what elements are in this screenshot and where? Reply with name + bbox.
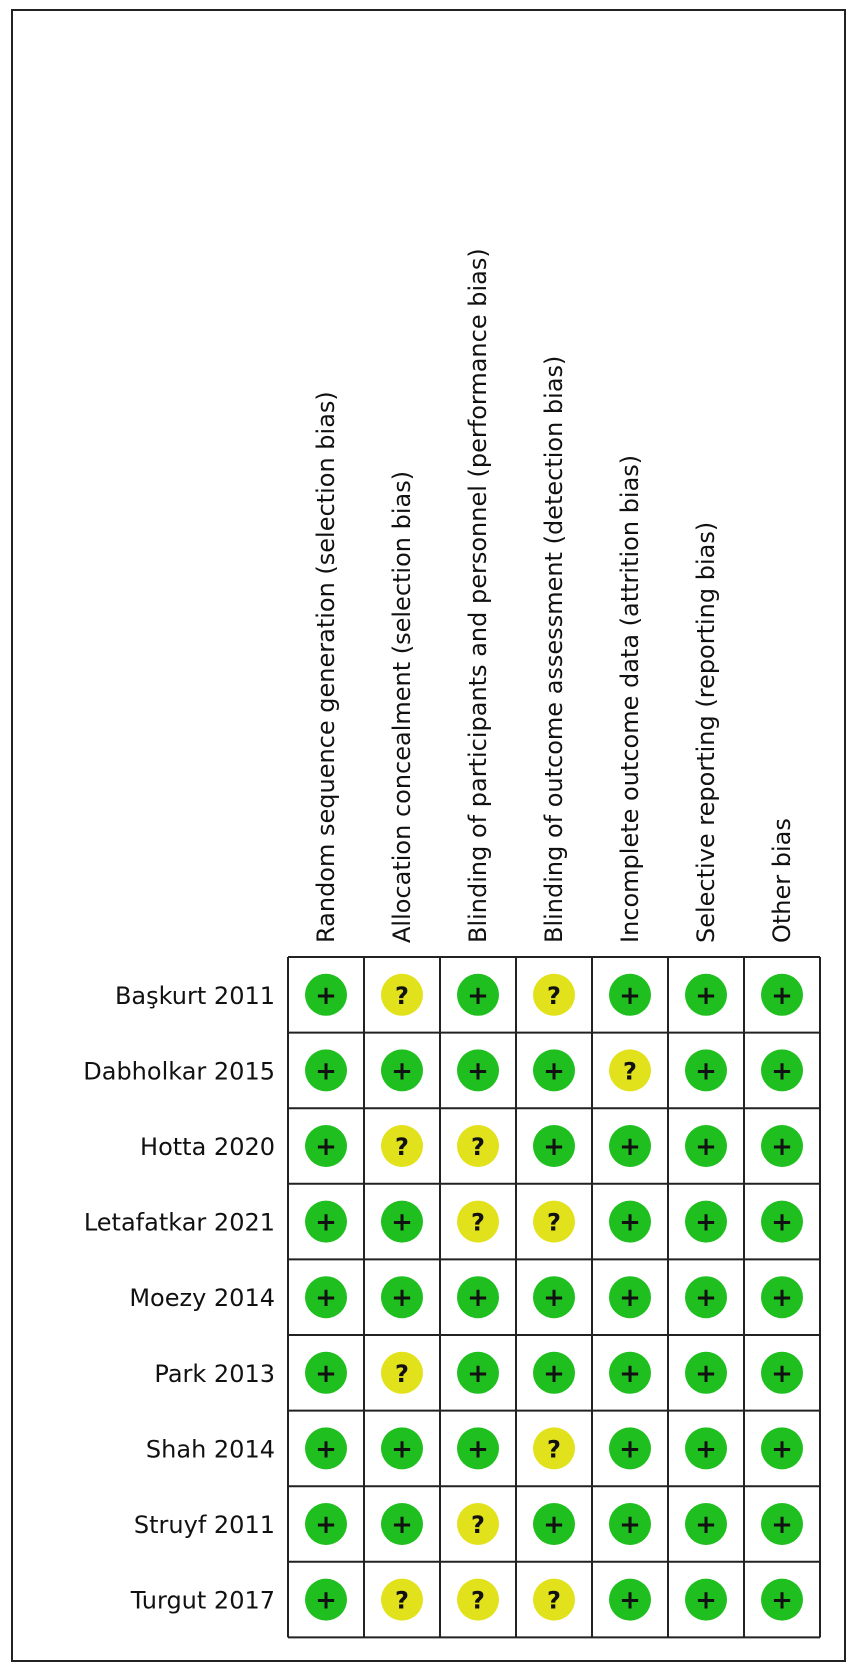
- low-risk-symbol: +: [695, 1283, 717, 1314]
- low-risk-symbol: +: [771, 1207, 793, 1238]
- low-risk-symbol: +: [771, 1510, 793, 1540]
- row-label: Hotta 2020: [140, 1133, 275, 1161]
- low-risk-symbol: +: [467, 1434, 489, 1465]
- low-risk-symbol: +: [695, 1434, 717, 1465]
- unclear-risk-symbol: ?: [395, 1359, 409, 1388]
- unclear-risk-symbol: ?: [471, 1208, 485, 1237]
- row-label: Shah 2014: [145, 1435, 275, 1464]
- row-label: Moezy 2014: [129, 1284, 275, 1313]
- low-risk-symbol: +: [315, 1207, 337, 1238]
- low-risk-symbol: +: [619, 1283, 641, 1314]
- low-risk-symbol: +: [467, 1056, 489, 1087]
- low-risk-symbol: +: [695, 980, 717, 1011]
- unclear-risk-symbol: ?: [471, 1586, 485, 1615]
- low-risk-symbol: +: [391, 1510, 413, 1540]
- low-risk-symbol: +: [543, 1283, 565, 1314]
- unclear-risk-symbol: ?: [547, 981, 561, 1010]
- low-risk-symbol: +: [315, 1056, 337, 1087]
- unclear-risk-symbol: ?: [471, 1133, 485, 1161]
- low-risk-symbol: +: [695, 1510, 717, 1540]
- row-label: Turgut 2017: [130, 1586, 275, 1615]
- low-risk-symbol: +: [315, 1283, 337, 1314]
- low-risk-symbol: +: [695, 1207, 717, 1238]
- low-risk-symbol: +: [619, 980, 641, 1011]
- low-risk-symbol: +: [695, 1585, 717, 1616]
- row-label: Dabholkar 2015: [83, 1057, 275, 1086]
- column-header: Blinding of participants and personnel (performance bias): [464, 248, 492, 943]
- row-label: Park 2013: [154, 1359, 275, 1388]
- low-risk-symbol: +: [391, 1056, 413, 1087]
- row-label: Başkurt 2011: [114, 981, 275, 1010]
- low-risk-symbol: +: [315, 980, 337, 1011]
- column-header: Blinding of outcome assessment (detection bias): [540, 355, 568, 943]
- low-risk-symbol: +: [771, 1283, 793, 1314]
- unclear-risk-symbol: ?: [547, 1208, 561, 1237]
- low-risk-symbol: +: [543, 1056, 565, 1087]
- unclear-risk-symbol: ?: [395, 981, 409, 1010]
- low-risk-symbol: +: [315, 1132, 337, 1162]
- column-header: Random sequence generation (selection bias): [312, 391, 340, 943]
- low-risk-symbol: +: [391, 1434, 413, 1465]
- column-header: Allocation concealment (selection bias): [388, 470, 416, 943]
- low-risk-symbol: +: [695, 1358, 717, 1389]
- unclear-risk-symbol: ?: [471, 1511, 485, 1539]
- low-risk-symbol: +: [619, 1358, 641, 1389]
- low-risk-symbol: +: [695, 1132, 717, 1162]
- low-risk-symbol: +: [467, 1358, 489, 1389]
- low-risk-symbol: +: [695, 1056, 717, 1087]
- low-risk-symbol: +: [315, 1510, 337, 1540]
- low-risk-symbol: +: [391, 1283, 413, 1314]
- low-risk-symbol: +: [771, 1434, 793, 1465]
- row-label: Letafatkar 2021: [83, 1208, 275, 1237]
- low-risk-symbol: +: [771, 1132, 793, 1162]
- unclear-risk-symbol: ?: [395, 1133, 409, 1161]
- low-risk-symbol: +: [619, 1132, 641, 1162]
- column-header: Other bias: [768, 818, 796, 943]
- unclear-risk-symbol: ?: [547, 1586, 561, 1615]
- low-risk-symbol: +: [543, 1132, 565, 1162]
- low-risk-symbol: +: [467, 1283, 489, 1314]
- row-label: Struyf 2011: [133, 1511, 275, 1539]
- unclear-risk-symbol: ?: [547, 1435, 561, 1464]
- low-risk-symbol: +: [391, 1207, 413, 1238]
- low-risk-symbol: +: [467, 980, 489, 1011]
- low-risk-symbol: +: [543, 1510, 565, 1540]
- low-risk-symbol: +: [619, 1510, 641, 1540]
- low-risk-symbol: +: [771, 1358, 793, 1389]
- column-header: Selective reporting (reporting bias): [692, 521, 720, 943]
- low-risk-symbol: +: [619, 1207, 641, 1238]
- unclear-risk-symbol: ?: [623, 1057, 637, 1086]
- low-risk-symbol: +: [771, 1056, 793, 1087]
- low-risk-symbol: +: [771, 980, 793, 1011]
- low-risk-symbol: +: [771, 1585, 793, 1616]
- low-risk-symbol: +: [315, 1434, 337, 1465]
- unclear-risk-symbol: ?: [395, 1586, 409, 1615]
- low-risk-symbol: +: [315, 1358, 337, 1389]
- low-risk-symbol: +: [315, 1585, 337, 1616]
- column-header: Incomplete outcome data (attrition bias): [616, 454, 644, 943]
- low-risk-symbol: +: [619, 1585, 641, 1616]
- low-risk-symbol: +: [619, 1434, 641, 1465]
- low-risk-symbol: +: [543, 1358, 565, 1389]
